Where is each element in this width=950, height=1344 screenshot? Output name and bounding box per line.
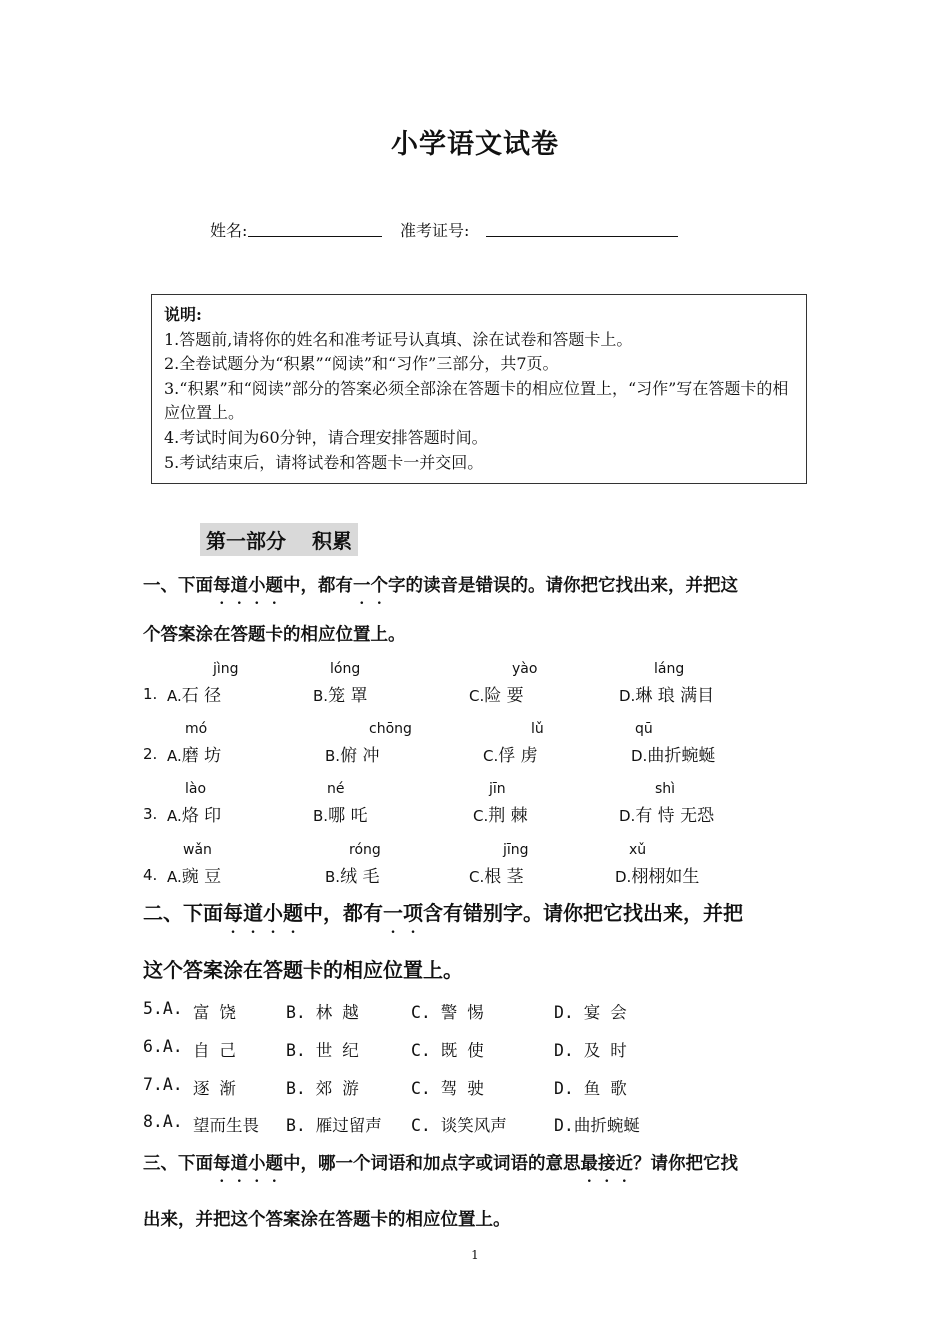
option-letter: D. (615, 868, 632, 886)
emphasis-dotted: 每道小题 (213, 1154, 283, 1174)
option-letter: D. (619, 687, 636, 705)
question-row (143, 781, 843, 841)
question-number: 7.A. (143, 1075, 183, 1094)
question-number: 3. (143, 805, 158, 823)
question-number: 8.A. (143, 1112, 183, 1131)
answer-option[interactable]: B. 林 越 (286, 1003, 359, 1022)
part-name: 积累 (312, 529, 352, 553)
answer-option[interactable]: B. 世 纪 (286, 1041, 359, 1060)
option-letter: D. (631, 747, 648, 765)
section-text: 中，都有 (283, 576, 353, 596)
section-text: 中，哪一个词语和加点字或词语的意思 (283, 1154, 581, 1174)
instruction-item: 4.考试时间为60分钟，请合理安排答题时间。 (164, 427, 488, 447)
option-letter: A. (167, 868, 182, 886)
section-text: 二、下面 (143, 901, 223, 925)
option-text: 绒 毛 (340, 867, 380, 887)
option-letter: C. (473, 807, 489, 825)
part-number: 第一部分 (206, 529, 286, 553)
option-text: 哪 吒 (328, 806, 368, 826)
pinyin-label: yào (512, 661, 538, 677)
answer-option[interactable]: D. 鱼 歌 (554, 1079, 627, 1098)
instruction-item: 1.答题前,请将你的姓名和准考证号认真填、涂在试卷和答题卡上。 (164, 329, 633, 349)
pinyin-label: jīn (489, 781, 506, 797)
pinyin-label: xǔ (629, 842, 647, 858)
option-letter: D. (619, 807, 636, 825)
option-letter: A. (167, 807, 182, 825)
answer-option[interactable]: 逐 渐 (193, 1079, 236, 1098)
answer-option[interactable]: C. 警 惕 (411, 1003, 484, 1022)
name-field[interactable] (248, 236, 382, 237)
question-number: 1. (143, 685, 158, 703)
instructions-heading: 说明: (164, 305, 202, 324)
section-text: 一、下面 (143, 576, 213, 596)
section-1-instruction-cont: 个答案涂在答题卡的相应位置上。 (143, 625, 406, 645)
option-text: 有 恃 无恐 (635, 806, 715, 826)
question-number: 5.A. (143, 999, 183, 1018)
section-text: 字的读音是错误的。请你把它找出来，并把这 (388, 576, 738, 596)
option-text: 磨 坊 (181, 746, 222, 766)
answer-option[interactable]: D. 宴 会 (554, 1003, 627, 1022)
pinyin-label: róng (349, 842, 381, 858)
answer-option[interactable]: B. 郊 游 (286, 1079, 359, 1098)
option-text: 险 要 (484, 686, 524, 706)
option-letter: B. (325, 868, 341, 886)
pinyin-label: wǎn (183, 842, 212, 858)
section-3-instruction (143, 1150, 738, 1175)
option-text: 烙 印 (181, 806, 222, 826)
question-row (143, 721, 843, 781)
option-text: 荆 棘 (488, 806, 528, 826)
instruction-item: 5.考试结束后，请将试卷和答题卡一并交回。 (164, 452, 484, 472)
pinyin-label: né (327, 781, 345, 797)
answer-option[interactable]: 自 己 (193, 1041, 236, 1060)
pinyin-label: jìng (213, 661, 239, 677)
option-text: 石 径 (181, 686, 222, 706)
page-title: 小学语文试卷 (391, 129, 559, 160)
emphasis-dotted: 每道小题 (213, 576, 283, 596)
option-text: 俘 虏 (498, 746, 538, 766)
option-letter: C. (469, 868, 485, 886)
emphasis-dotted: 一项 (383, 901, 423, 925)
option-letter: A. (167, 687, 182, 705)
instruction-item: 2.全卷试题分为“积累”“阅读”和“习作”三部分，共7页。 (164, 354, 559, 374)
pinyin-label: chōng (369, 721, 412, 737)
instructions-box (151, 294, 807, 484)
emphasis-dotted: 一个 (353, 576, 388, 596)
pinyin-label: lóng (330, 661, 361, 677)
section-2-instruction (143, 897, 743, 926)
section-text: 中，都有 (303, 901, 383, 925)
part-heading (200, 523, 358, 556)
pinyin-label: láng (654, 661, 685, 677)
question-row (143, 842, 843, 902)
emphasis-dotted: 每道小题 (223, 901, 303, 925)
section-text: 含有错别字。请你把它找出来，并把 (423, 901, 743, 925)
option-letter: A. (167, 747, 182, 765)
option-text: 豌 豆 (181, 867, 222, 887)
exam-id-field[interactable] (486, 236, 678, 237)
option-text: 琳 琅 满目 (635, 686, 715, 706)
answer-option[interactable]: 富 饶 (193, 1003, 236, 1022)
page-number: 1 (471, 1248, 479, 1262)
pinyin-label: shì (655, 781, 676, 797)
question-number: 4. (143, 866, 158, 884)
answer-option[interactable]: D.曲折蜿蜒 (554, 1116, 640, 1135)
section-text: ？请你把它找 (633, 1154, 738, 1174)
option-text: 笼 罩 (328, 686, 368, 706)
option-letter: B. (325, 747, 341, 765)
option-text: 根 茎 (484, 867, 524, 887)
pinyin-label: jīng (503, 842, 529, 858)
option-text: 俯 冲 (340, 746, 380, 766)
option-letter: C. (483, 747, 499, 765)
option-text: 曲折蜿蜒 (647, 746, 716, 766)
answer-option[interactable]: C. 驾 驶 (411, 1079, 484, 1098)
option-text: 栩栩如生 (631, 867, 700, 887)
question-row (143, 661, 843, 721)
exam-id-label: 准考证号: (400, 221, 470, 240)
pinyin-label: lào (185, 781, 207, 797)
emphasis-dotted: 最接近 (580, 1154, 633, 1174)
section-1-instruction (143, 572, 738, 597)
question-number: 2. (143, 745, 158, 763)
question-number: 6.A. (143, 1037, 183, 1056)
answer-option[interactable]: B. 雁过留声 (286, 1116, 382, 1135)
answer-option[interactable]: C. 既 使 (411, 1041, 484, 1060)
answer-option[interactable]: D. 及 时 (554, 1041, 627, 1060)
section-2-instruction-cont: 这个答案涂在答题卡的相应位置上。 (143, 958, 463, 982)
pinyin-label: lǔ (531, 721, 544, 737)
section-text: 三、下面 (143, 1154, 213, 1174)
answer-option[interactable]: C. 谈笑风声 (411, 1116, 507, 1135)
section-3-instruction-cont: 出来，并把这个答案涂在答题卡的相应位置上。 (143, 1210, 511, 1230)
instruction-item: 3.“积累”和“阅读”部分的答案必须全部涂在答题卡的相应位置上，“习作”写在答题卡的相应位置上。 (164, 378, 789, 423)
option-letter: B. (313, 807, 329, 825)
name-label: 姓名: (210, 221, 248, 240)
answer-option[interactable]: 望而生畏 (193, 1116, 259, 1135)
option-letter: B. (313, 687, 329, 705)
pinyin-label: qū (635, 721, 653, 737)
pinyin-label: mó (185, 721, 208, 737)
option-letter: C. (469, 687, 485, 705)
